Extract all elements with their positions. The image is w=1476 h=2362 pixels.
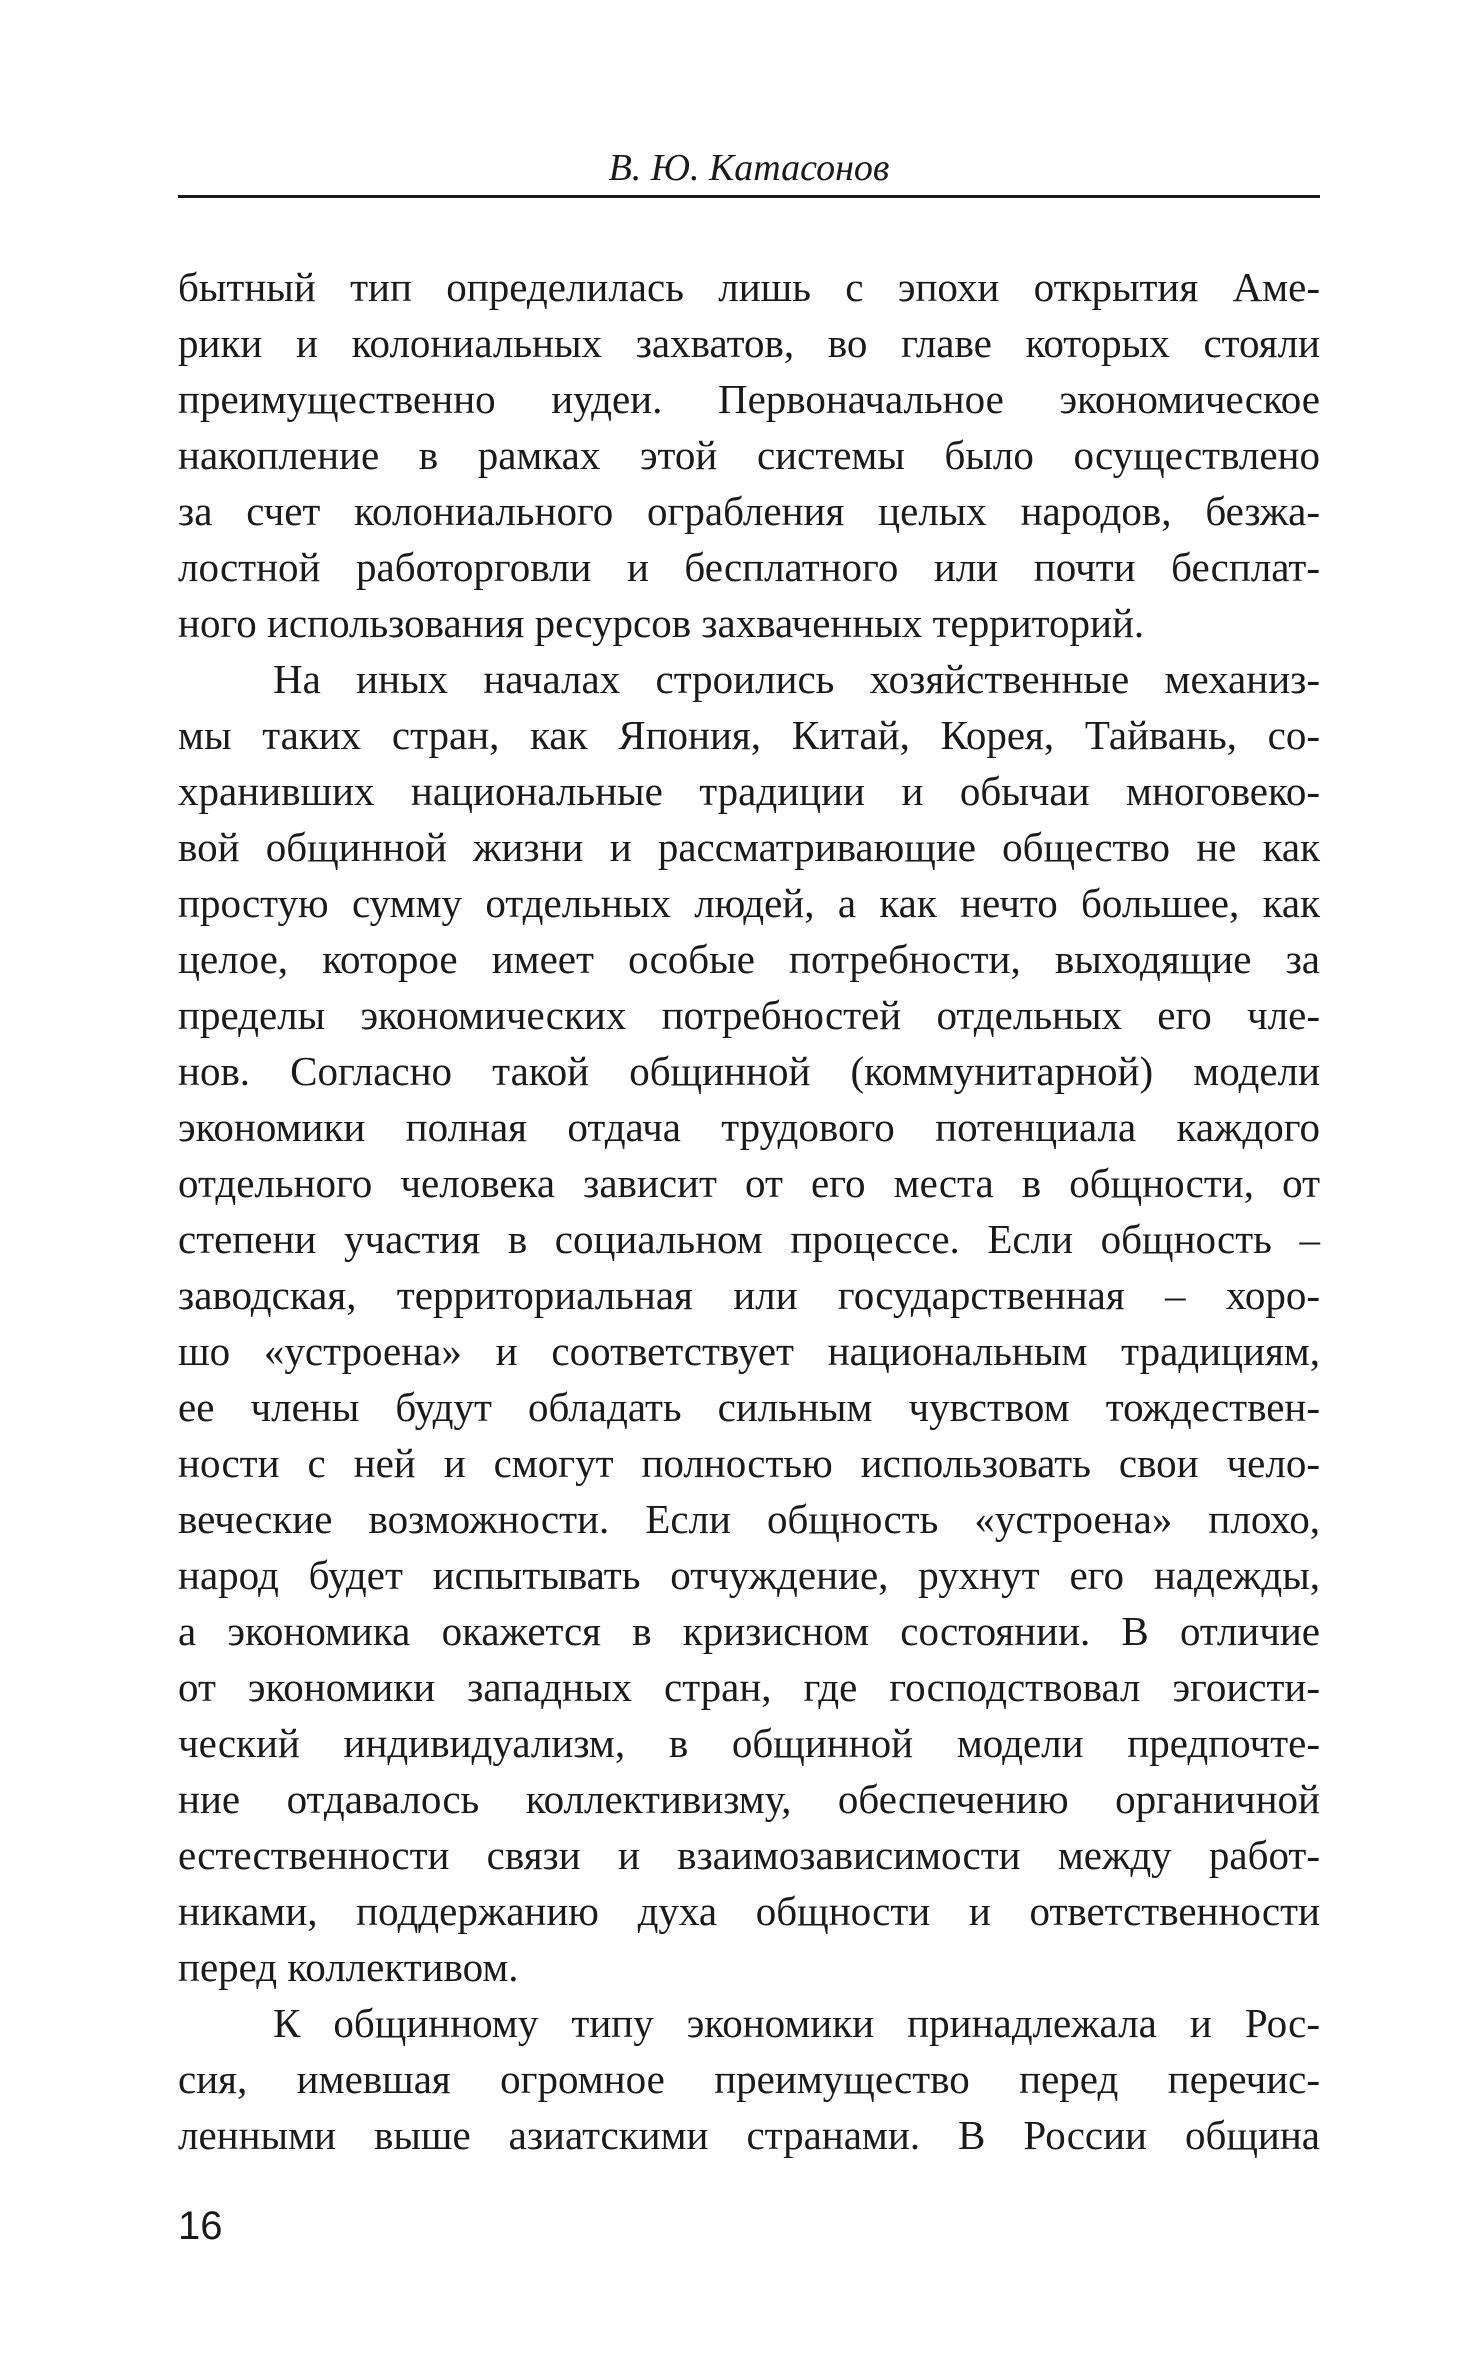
text-line: На иных началах строились хозяйственные механиз- bbox=[273, 656, 1320, 702]
text-line: мы таких стран, как Япония, Китай, Корея, Тайвань, со- bbox=[178, 712, 1320, 758]
text-line: естественности связи и взаимозависимости между работ- bbox=[178, 1832, 1320, 1878]
text-line: преимущественно иудеи. Первоначальное экономическое bbox=[178, 376, 1320, 422]
text-line: веческие возможности. Если общность «устроена» плохо, bbox=[178, 1496, 1320, 1542]
text-line: ности с ней и смогут полностью использовать свои чело- bbox=[178, 1440, 1320, 1486]
text-line: рики и колониальных захватов, во главе которых стояли bbox=[178, 320, 1320, 366]
text-line: никами, поддержанию духа общности и ответственности bbox=[178, 1888, 1320, 1934]
text-line: экономики полная отдача трудового потенциала каждого bbox=[178, 1104, 1320, 1150]
running-head: В. Ю. Катасонов bbox=[608, 147, 890, 189]
text-line: шо «устроена» и соответствует национальным традициям, bbox=[178, 1328, 1320, 1374]
text-line: простую сумму отдельных людей, а как нечто большее, как bbox=[178, 880, 1320, 926]
body-text bbox=[178, 259, 1320, 2163]
text-line: за счет колониального ограбления целых народов, безжа- bbox=[178, 488, 1320, 534]
text-line: ленными выше азиатскими странами. В России община bbox=[178, 2112, 1320, 2158]
text-line: К общинному типу экономики принадлежала и Рос- bbox=[273, 2000, 1320, 2046]
text-line: хранивших национальные традиции и обычаи многовеко- bbox=[178, 768, 1320, 814]
text-line: перед коллективом. bbox=[178, 1944, 519, 1990]
text-line: ние отдавалось коллективизму, обеспечению органичной bbox=[178, 1776, 1320, 1822]
text-line: народ будет испытывать отчуждение, рухнут его надежды, bbox=[178, 1552, 1320, 1598]
text-line: целое, которое имеет особые потребности, выходящие за bbox=[178, 936, 1320, 982]
text-line: отдельного человека зависит от его места в общности, от bbox=[178, 1160, 1320, 1206]
text-line: от экономики западных стран, где господствовал эгоисти- bbox=[178, 1664, 1320, 1710]
text-line: ного использования ресурсов захваченных территорий. bbox=[178, 600, 1145, 646]
text-line: вой общинной жизни и рассматривающие общество не как bbox=[178, 824, 1320, 870]
page-number: 16 bbox=[178, 2204, 223, 2248]
text-line: а экономика окажется в кризисном состоянии. В отличие bbox=[178, 1608, 1320, 1654]
text-line: заводская, территориальная или государственная – хоро- bbox=[178, 1272, 1320, 1318]
text-line: лостной работорговли и бесплатного или почти бесплат- bbox=[178, 544, 1320, 590]
text-line: ческий индивидуализм, в общинной модели предпочте- bbox=[178, 1720, 1320, 1766]
text-line: накопление в рамках этой системы было осуществлено bbox=[178, 432, 1320, 478]
text-line: сия, имевшая огромное преимущество перед перечис- bbox=[178, 2056, 1320, 2102]
header-rule bbox=[178, 195, 1320, 198]
text-line: пределы экономических потребностей отдельных его чле- bbox=[178, 992, 1320, 1038]
text-line: ее члены будут обладать сильным чувством тождествен- bbox=[178, 1384, 1320, 1430]
text-line: бытный тип определилась лишь с эпохи открытия Аме- bbox=[178, 264, 1320, 310]
text-line: нов. Согласно такой общинной (коммунитарной) модели bbox=[178, 1048, 1320, 1094]
text-line: степени участия в социальном процессе. Если общность – bbox=[178, 1216, 1320, 1262]
